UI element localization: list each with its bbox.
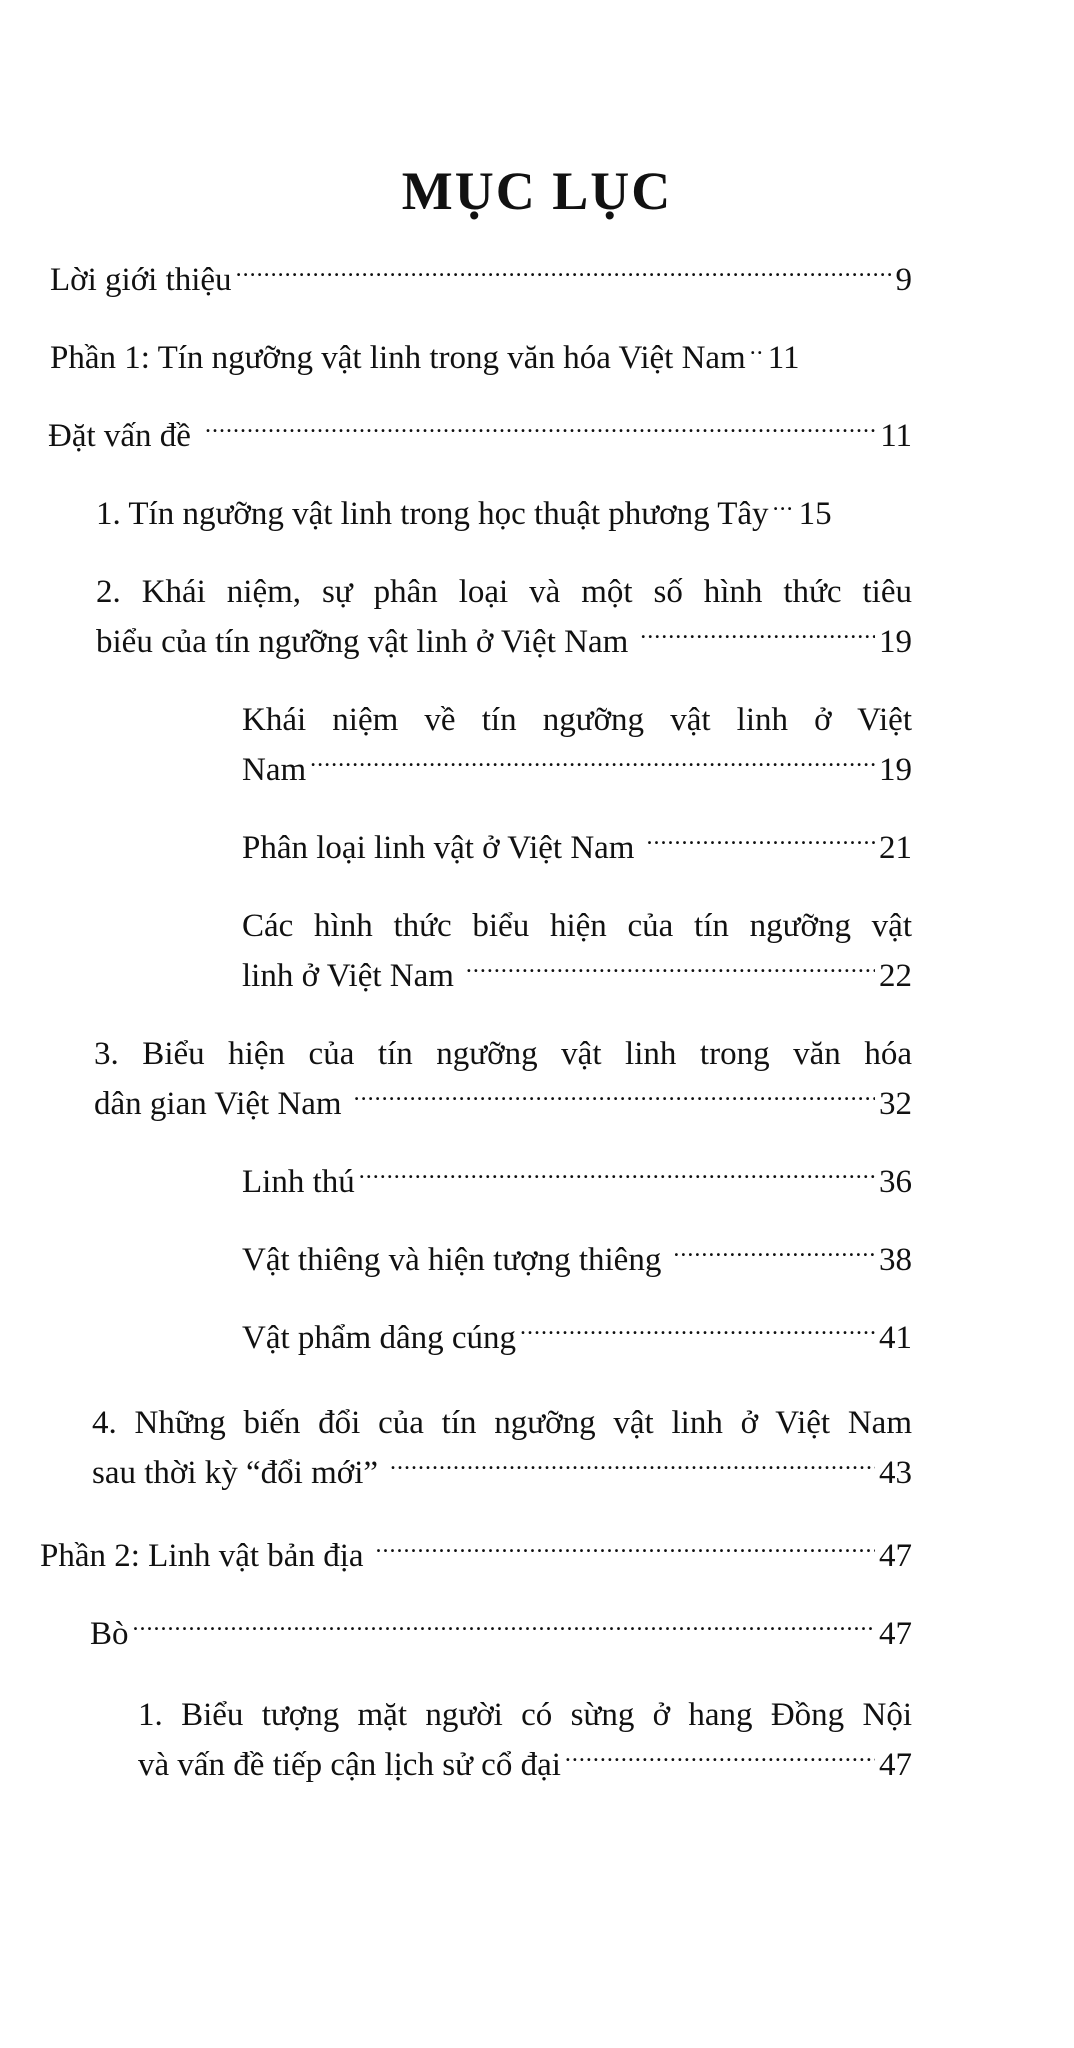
toc-entry-line: [90, 1609, 912, 1659]
toc-entry[interactable]: [242, 695, 912, 795]
toc-page-number: 19: [879, 752, 912, 788]
dot-leader: [236, 257, 892, 290]
toc-entry-line: [48, 411, 912, 461]
dot-leader: [640, 619, 875, 652]
toc-page-number: 11: [880, 418, 912, 454]
dot-leader: [310, 747, 875, 780]
toc-entry[interactable]: [48, 411, 912, 461]
toc-entry-line: Khái niệm về tín ngưỡng vật linh ở Việt: [242, 702, 912, 738]
toc-entry-line: [242, 823, 912, 873]
toc-entry-line: 1. Biểu tượng mặt người có sừng ở hang Đồng Nội: [138, 1697, 912, 1733]
toc-entry[interactable]: [242, 1235, 912, 1285]
toc-page-number: 22: [879, 958, 912, 994]
toc-entry-part[interactable]: [40, 1531, 912, 1581]
toc-entry[interactable]: [242, 1157, 912, 1207]
toc-page-number: 43: [879, 1455, 912, 1491]
toc-entry-line: Các hình thức biểu hiện của tín ngưỡng vật: [242, 908, 912, 944]
dot-leader: [133, 1611, 875, 1644]
toc-entry-line: [242, 1313, 912, 1363]
toc-entry-title: Vật thiêng và hiện tượng thiêng: [242, 1242, 662, 1278]
dot-leader: [359, 1159, 875, 1192]
toc-entry[interactable]: [50, 255, 912, 305]
toc-page-number: 47: [879, 1538, 912, 1574]
dot-leader: [354, 1081, 875, 1114]
toc-entry-line: [242, 745, 912, 795]
dot-leader: [520, 1315, 875, 1348]
toc-entry-title: và vấn đề tiếp cận lịch sử cổ đại: [138, 1747, 561, 1783]
dot-leader: [390, 1450, 875, 1483]
toc-entry-line: [96, 489, 912, 539]
toc-entry-line: [242, 951, 912, 1001]
dot-leader: [565, 1742, 875, 1775]
toc-page-number: 47: [879, 1747, 912, 1783]
toc-page-number: 47: [879, 1616, 912, 1652]
toc-entry-line: [94, 1079, 912, 1129]
toc-entry-line: [242, 1235, 912, 1285]
dot-leader: [205, 413, 876, 446]
toc-entry[interactable]: [92, 1398, 912, 1498]
toc-entry[interactable]: [242, 901, 912, 1001]
toc-page-number: 9: [895, 262, 912, 298]
toc-entry-title: Nam: [242, 752, 307, 788]
toc-page-number: 15: [798, 496, 832, 532]
toc-entry-line: [50, 255, 912, 305]
dot-leader: [773, 491, 795, 524]
toc-entry-title: Phần 2: Linh vật bản địa: [40, 1538, 364, 1574]
dot-leader: [646, 825, 875, 858]
toc-entry-title: linh ở Việt Nam: [242, 958, 454, 994]
toc-entry-title: dân gian Việt Nam: [94, 1086, 342, 1122]
dot-leader: [376, 1533, 875, 1566]
toc-page-number: 38: [879, 1242, 912, 1278]
toc-entry-line: [50, 333, 912, 383]
toc-entry-title: Vật phẩm dâng cúng: [242, 1320, 517, 1356]
toc-page-number: 11: [767, 340, 800, 376]
toc-entry[interactable]: [96, 567, 912, 667]
toc-entry[interactable]: [94, 1029, 912, 1129]
toc-entry-title: Phân loại linh vật ở Việt Nam: [242, 830, 635, 866]
toc-entry-title: Đặt vấn đề: [48, 418, 191, 454]
toc-entry-line: 2. Khái niệm, sự phân loại và một số hình thức tiêu: [96, 574, 912, 610]
toc-entry[interactable]: [242, 823, 912, 873]
toc-entry-title: Phần 1: Tín ngưỡng vật linh trong văn hóa Việt Nam: [50, 340, 746, 376]
toc-entry-line: 3. Biểu hiện của tín ngưỡng vật linh trong văn hóa: [94, 1036, 912, 1072]
dot-leader: [750, 335, 764, 368]
toc-page-number: 32: [879, 1086, 912, 1122]
toc-entry-title: Lời giới thiệu: [50, 262, 232, 298]
toc-page-number: 19: [879, 624, 912, 660]
toc-entry-line: [242, 1157, 912, 1207]
toc-entry-title: Bò: [90, 1616, 129, 1652]
toc-entry[interactable]: [96, 489, 912, 539]
page-title: MỤC LỤC: [401, 161, 673, 221]
toc-entry-title: sau thời kỳ “đổi mới”: [92, 1455, 379, 1491]
dot-leader: [673, 1237, 875, 1270]
toc-entry-line: [96, 617, 912, 667]
toc-entry-title: 1. Tín ngưỡng vật linh trong học thuật phương Tây: [96, 496, 769, 532]
toc-page-number: 36: [879, 1164, 912, 1200]
toc-entry-part[interactable]: [50, 333, 912, 383]
toc-page-number: 41: [879, 1320, 912, 1356]
dot-leader: [466, 953, 875, 986]
toc-entry[interactable]: [138, 1690, 912, 1790]
toc-entry-title: biểu của tín ngưỡng vật linh ở Việt Nam: [96, 624, 629, 660]
toc-entry-line: [92, 1448, 912, 1498]
toc-page-number: 21: [879, 830, 912, 866]
toc-entry-line: [40, 1531, 912, 1581]
toc-entry[interactable]: [242, 1313, 912, 1363]
toc-entry-title: Linh thú: [242, 1164, 355, 1200]
toc-entry-line: 4. Những biến đổi của tín ngưỡng vật linh ở Việt Nam: [92, 1405, 912, 1441]
toc-entry[interactable]: [90, 1609, 912, 1659]
toc-entry-line: [138, 1740, 912, 1790]
